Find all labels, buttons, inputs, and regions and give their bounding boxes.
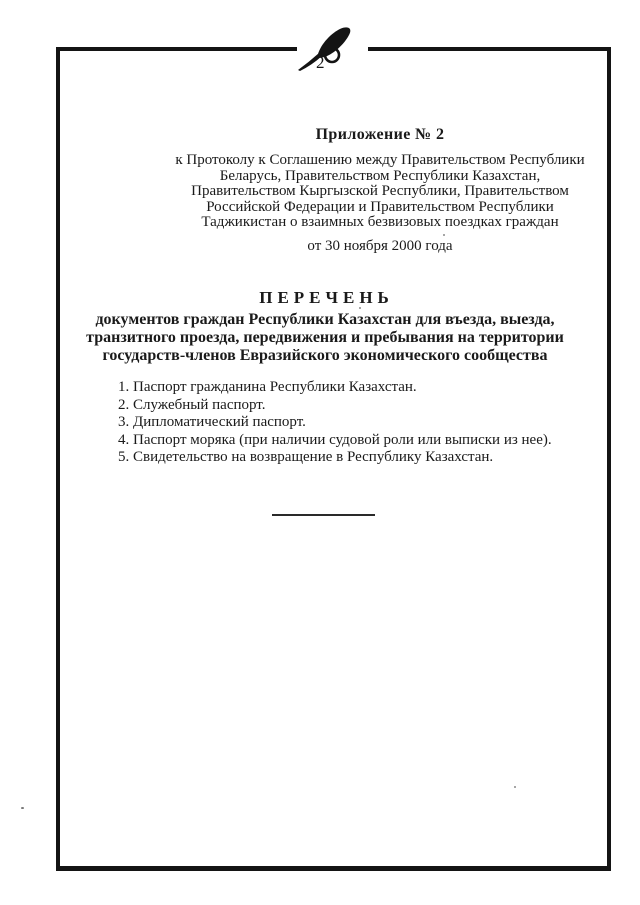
- noise-speck: [514, 786, 516, 788]
- protocol-line: к Протоколу к Соглашению между Правительством Республики: [175, 152, 585, 168]
- document-list: [118, 379, 580, 467]
- subtitle-line: документов граждан Республики Казахстан для въезда, выезда,: [95, 311, 555, 328]
- protocol-line: Правительством Кыргызской Республики, Правительством: [191, 183, 569, 199]
- noise-speck: [359, 307, 361, 309]
- protocol-paragraph: [170, 153, 590, 231]
- list-item: 1. Паспорт гражданина Республики Казахстан.: [118, 379, 417, 395]
- protocol-line: Беларусь, Правительством Республики Казахстан,: [219, 167, 541, 184]
- noise-speck: [21, 807, 24, 809]
- quill-bird-mark-icon: [294, 14, 358, 74]
- list-item: 3. Дипломатический паспорт.: [118, 414, 306, 430]
- date-line: от 30 ноября 2000 года: [307, 237, 453, 254]
- signature-divider: [272, 514, 375, 516]
- protocol-line: Таджикистан о взаимных безвизовых поездках граждан: [201, 214, 559, 230]
- subtitle-line: государств-членов Евразийского экономического сообщества: [102, 347, 548, 364]
- list-item: 2. Служебный паспорт.: [118, 396, 266, 413]
- list-heading: ПЕРЕЧЕНЬ: [259, 288, 394, 307]
- appendix-title: Приложение № 2: [315, 126, 445, 143]
- subtitle-line: транзитного проезда, передвижения и пребывания на территории: [86, 329, 564, 346]
- page-number: 2: [316, 53, 325, 72]
- list-item: 5. Свидетельство на возвращение в Республику Казахстан.: [118, 449, 494, 465]
- list-subtitle: [65, 311, 585, 365]
- appendix-header: [170, 126, 590, 254]
- list-item: 4. Паспорт моряка (при наличии судовой роли или выписки из нее).: [118, 431, 552, 448]
- protocol-line: Российской Федерации и Правительством Республики: [206, 198, 554, 215]
- noise-speck: [443, 234, 445, 236]
